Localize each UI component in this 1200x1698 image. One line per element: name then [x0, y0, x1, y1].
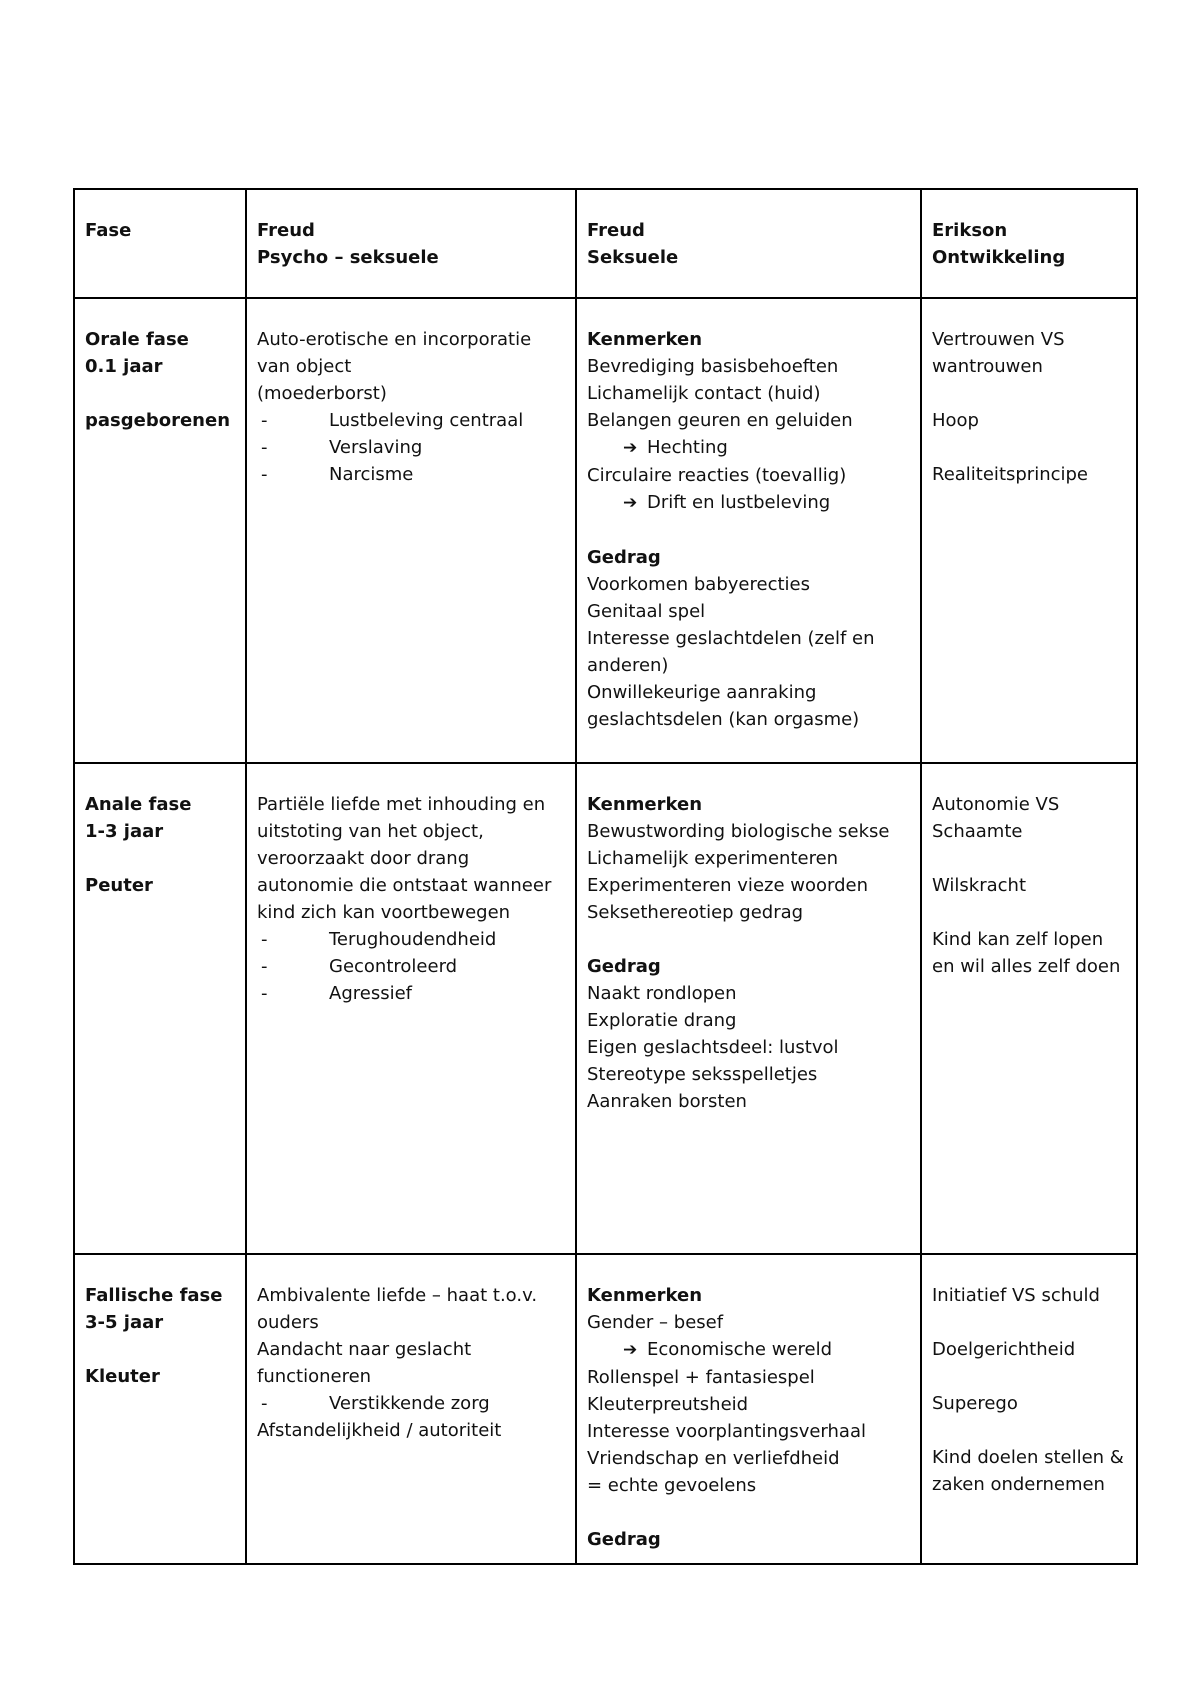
kenmerk-item: Bevrediging basisbehoeften — [587, 356, 839, 377]
kenmerk-item: Seksethereotiep gedrag — [587, 902, 804, 923]
psycho-line: Auto-erotische en incorporatie — [257, 329, 532, 350]
erikson-line: Realiteitsprincipe — [932, 464, 1089, 485]
kenmerk-item: Belangen geuren en geluiden — [587, 410, 853, 431]
phase-name: Fallische fase — [85, 1285, 223, 1306]
arrow-item: ➔ Drift en lustbeleving — [587, 489, 910, 517]
phase-name: Orale fase — [85, 329, 189, 350]
erikson-line: Vertrouwen VS — [932, 329, 1065, 350]
phase-group: pasgeborenen — [85, 410, 231, 431]
erikson-line: wantrouwen — [932, 356, 1043, 377]
table-header-row — [74, 189, 1137, 298]
erikson-line: en wil alles zelf doen — [932, 956, 1121, 977]
development-phases-table — [73, 188, 1138, 1565]
spacer — [932, 845, 1126, 872]
header-cell-freud-psycho — [246, 189, 576, 298]
gedrag-title: Gedrag — [587, 547, 661, 568]
header-cell-fase — [74, 189, 246, 298]
erikson-line: Hoop — [932, 410, 979, 431]
header-freud-label: Freud — [587, 220, 645, 241]
bullet-item: - Verslaving — [257, 434, 565, 461]
kenmerk-item: Bewustwording biologische sekse — [587, 821, 890, 842]
erikson-line: Superego — [932, 1393, 1018, 1414]
psycho-cell — [246, 298, 576, 763]
erikson-line: Schaamte — [932, 821, 1023, 842]
kenmerk-item: Experimenteren vieze woorden — [587, 875, 868, 896]
erikson-line: Initiatief VS schuld — [932, 1285, 1100, 1306]
kenmerk-item: Kleuterpreutsheid — [587, 1394, 749, 1415]
header-seksuele-label: Seksuele — [587, 247, 679, 268]
psycho-line: ouders — [257, 1312, 319, 1333]
phase-cell — [74, 298, 246, 763]
psycho-line: kind zich kan voortbewegen — [257, 902, 511, 923]
gedrag-title: Gedrag — [587, 956, 661, 977]
erikson-line: Autonomie VS — [932, 794, 1060, 815]
bullet-item: - Agressief — [257, 980, 565, 1007]
document-page — [73, 188, 1136, 1561]
psycho-line: Aandacht naar geslacht — [257, 1339, 472, 1360]
psycho-line: uitstoting van het object, — [257, 821, 484, 842]
gedrag-item: Stereotype seksspelletjes — [587, 1064, 818, 1085]
kenmerken-title: Kenmerken — [587, 1285, 703, 1306]
spacer — [85, 380, 235, 407]
bullet-item: - Gecontroleerd — [257, 953, 565, 980]
gedrag-item: Eigen geslachtsdeel: lustvol — [587, 1037, 839, 1058]
arrow-item: ➔ Economische wereld — [587, 1336, 910, 1364]
gedrag-item: Onwillekeurige aanraking — [587, 682, 817, 703]
phase-group: Peuter — [85, 875, 153, 896]
erikson-line: Kind doelen stellen & — [932, 1447, 1124, 1468]
gedrag-item: geslachtsdelen (kan orgasme) — [587, 709, 860, 730]
seksuele-cell — [576, 763, 921, 1254]
gedrag-item: Interesse geslachtdelen (zelf en — [587, 628, 875, 649]
phase-age: 0.1 jaar — [85, 356, 163, 377]
psycho-cell — [246, 1254, 576, 1564]
arrow-item: ➔ Hechting — [587, 434, 910, 462]
gedrag-item: Exploratie drang — [587, 1010, 737, 1031]
psycho-line: Afstandelijkheid / autoriteit — [257, 1420, 502, 1441]
erikson-cell — [921, 1254, 1137, 1564]
phase-name: Anale fase — [85, 794, 192, 815]
gedrag-item: Voorkomen babyerecties — [587, 574, 810, 595]
bullet-item: - Lustbeleving centraal — [257, 407, 565, 434]
psycho-line: (moederborst) — [257, 383, 387, 404]
header-freud-label: Freud — [257, 220, 315, 241]
spacer — [932, 380, 1126, 407]
spacer — [85, 845, 235, 872]
spacer — [932, 899, 1126, 926]
psycho-line: veroorzaakt door drang — [257, 848, 470, 869]
kenmerk-item: Gender – besef — [587, 1312, 724, 1333]
psycho-line: van object — [257, 356, 352, 377]
kenmerk-item: = echte gevoelens — [587, 1475, 757, 1496]
spacer — [932, 1363, 1126, 1390]
erikson-cell — [921, 298, 1137, 763]
spacer — [932, 1417, 1126, 1444]
table-row-orale-fase — [74, 298, 1137, 763]
right-arrow-icon: ➔ — [623, 1340, 638, 1360]
spacer — [85, 1336, 235, 1363]
gedrag-title: Gedrag — [587, 1529, 661, 1550]
gedrag-item: anderen) — [587, 655, 669, 676]
spacer — [587, 517, 910, 544]
header-cell-freud-seksuele — [576, 189, 921, 298]
erikson-cell — [921, 763, 1137, 1254]
erikson-line: Doelgerichtheid — [932, 1339, 1076, 1360]
right-arrow-icon: ➔ — [623, 438, 638, 458]
phase-cell — [74, 1254, 246, 1564]
gedrag-item: Genitaal spel — [587, 601, 706, 622]
table-row-fallische-fase — [74, 1254, 1137, 1564]
kenmerk-item: Rollenspel + fantasiespel — [587, 1367, 815, 1388]
spacer — [587, 926, 910, 953]
header-cell-erikson — [921, 189, 1137, 298]
kenmerk-item: Lichamelijk contact (huid) — [587, 383, 821, 404]
spacer — [932, 434, 1126, 461]
kenmerk-item: Vriendschap en verliefdheid — [587, 1448, 840, 1469]
erikson-line: zaken ondernemen — [932, 1474, 1105, 1495]
erikson-line: Kind kan zelf lopen — [932, 929, 1104, 950]
psycho-line: autonomie die ontstaat wanneer — [257, 875, 552, 896]
gedrag-item: Naakt rondlopen — [587, 983, 737, 1004]
bullet-item: - Terughoudendheid — [257, 926, 565, 953]
right-arrow-icon: ➔ — [623, 493, 638, 513]
kenmerk-item: Lichamelijk experimenteren — [587, 848, 839, 869]
kenmerk-item: Interesse voorplantingsverhaal — [587, 1421, 866, 1442]
bullet-item: - Narcisme — [257, 461, 565, 488]
header-ontwikkeling-label: Ontwikkeling — [932, 247, 1066, 268]
kenmerk-item: Circulaire reacties (toevallig) — [587, 465, 847, 486]
header-fase-label: Fase — [85, 220, 132, 241]
seksuele-cell — [576, 298, 921, 763]
table-row-anale-fase — [74, 763, 1137, 1254]
spacer — [587, 1499, 910, 1526]
psycho-cell — [246, 763, 576, 1254]
seksuele-cell — [576, 1254, 921, 1564]
phase-group: Kleuter — [85, 1366, 160, 1387]
kenmerken-title: Kenmerken — [587, 329, 703, 350]
kenmerken-title: Kenmerken — [587, 794, 703, 815]
erikson-line: Wilskracht — [932, 875, 1026, 896]
phase-age: 3-5 jaar — [85, 1312, 164, 1333]
psycho-line: Partiële liefde met inhouding en — [257, 794, 546, 815]
phase-cell — [74, 763, 246, 1254]
header-erikson-label: Erikson — [932, 220, 1008, 241]
bullet-item: - Verstikkende zorg — [257, 1390, 565, 1417]
phase-age: 1-3 jaar — [85, 821, 164, 842]
psycho-line: functioneren — [257, 1366, 372, 1387]
header-psycho-label: Psycho – seksuele — [257, 247, 439, 268]
gedrag-item: Aanraken borsten — [587, 1091, 747, 1112]
spacer — [932, 1309, 1126, 1336]
psycho-line: Ambivalente liefde – haat t.o.v. — [257, 1285, 538, 1306]
